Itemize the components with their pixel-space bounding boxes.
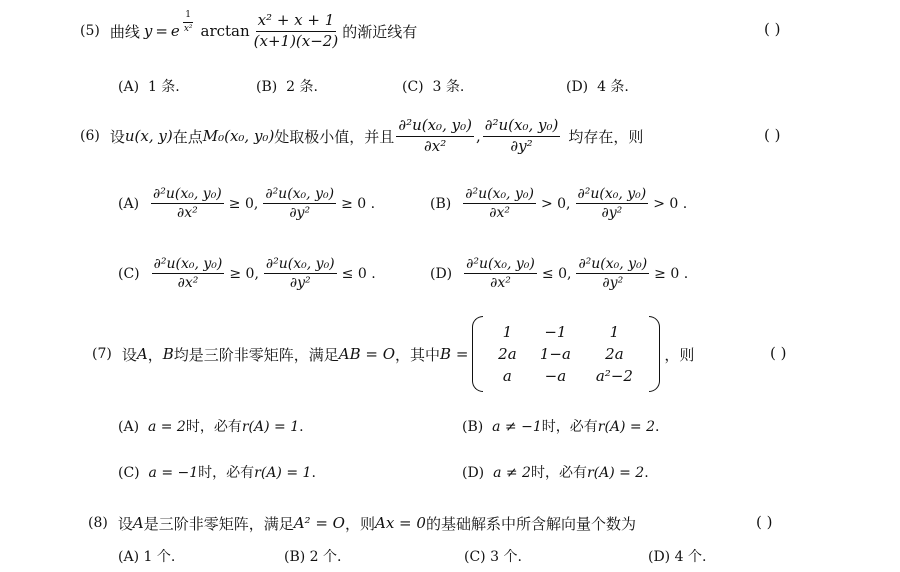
choice-result: r(A) = 1 <box>241 419 300 435</box>
stem-text: ，其中 <box>395 345 441 364</box>
relation: > 0 . <box>653 195 688 212</box>
partial-xx-fraction <box>463 186 536 221</box>
choice-b[interactable] <box>462 416 659 436</box>
partial-xx-fraction <box>464 256 537 291</box>
matrix-cell: 2a <box>498 345 517 363</box>
fraction-denominator: ∂y² <box>602 275 624 292</box>
matrix-cell: a <box>502 367 512 385</box>
choice-label: (A) <box>118 549 140 565</box>
fraction-numerator: ∂²u(x₀, y₀) <box>396 117 474 136</box>
matrix-grid <box>483 323 649 385</box>
matrix-b <box>472 316 660 392</box>
stem-text: 是三阶非零矩阵，满足 <box>143 514 294 533</box>
choice-text: 时，必有 <box>185 419 242 435</box>
answer-bracket[interactable]: ( ) <box>764 20 781 38</box>
left-bracket <box>472 316 483 392</box>
partial-xx-fraction <box>151 186 224 221</box>
q7-stem <box>92 314 694 394</box>
choice-d[interactable] <box>462 462 649 482</box>
stem-text: 的渐近线有 <box>342 22 418 41</box>
math-expr: AB = O <box>338 345 396 363</box>
fraction-denominator: ∂y² <box>601 205 623 222</box>
math-op: = <box>155 22 168 40</box>
fraction-numerator: ∂²u(x₀, y₀) <box>576 186 649 204</box>
choice-text: 时，必有 <box>530 465 587 481</box>
choice-label: (D) <box>462 465 485 481</box>
math-expr: M₀(x₀, y₀) <box>202 127 275 145</box>
question-number: (7) <box>92 346 112 362</box>
question-number: (6) <box>80 128 100 144</box>
question-number: (5) <box>80 23 100 39</box>
relation: ≤ 0, <box>541 265 572 282</box>
math-var: A <box>132 514 144 532</box>
choice-end: . <box>644 465 649 481</box>
fraction-denominator: ∂x² <box>177 275 199 292</box>
math-var: A <box>136 345 148 363</box>
fraction-numerator: ∂²u(x₀, y₀) <box>464 256 537 274</box>
choice-c[interactable] <box>402 76 464 96</box>
exponent-fraction <box>182 10 195 34</box>
choice-label: (A) <box>118 419 140 435</box>
choice-text: 2 条. <box>286 79 318 95</box>
fraction-denominator: (x+1)(x−2) <box>253 31 339 50</box>
choice-end: . <box>655 419 660 435</box>
choice-a[interactable] <box>118 416 304 436</box>
choice-a[interactable] <box>118 186 378 221</box>
math-var: y <box>143 22 153 40</box>
choice-text: 3 条. <box>432 79 465 95</box>
math-expr: u(x, y) <box>124 127 173 145</box>
choice-result: r(A) = 2 <box>597 419 656 435</box>
fraction-numerator: ∂²u(x₀, y₀) <box>576 256 649 274</box>
stem-text: ，则 <box>344 514 375 533</box>
fraction-denominator: ∂x² <box>490 275 511 292</box>
math-expr: B = <box>440 345 469 363</box>
partial-yy-fraction <box>263 186 336 221</box>
choice-label: (D) <box>566 79 589 95</box>
stem-text: 均是三阶非零矩阵，满足 <box>173 345 339 364</box>
choice-b[interactable] <box>430 186 690 221</box>
answer-bracket[interactable]: ( ) <box>770 344 787 362</box>
choice-a[interactable] <box>118 546 175 566</box>
partial-xx-fraction <box>152 256 225 291</box>
choice-condition: a = −1 <box>148 465 199 481</box>
fraction-denominator: ∂x² <box>489 205 510 222</box>
fraction-denominator: ∂y² <box>289 275 311 292</box>
relation: ≥ 0 . <box>341 195 376 212</box>
matrix-cell: 1 <box>502 323 513 341</box>
fraction-denominator: ∂y² <box>510 136 533 155</box>
fraction-numerator: ∂²u(x₀, y₀) <box>152 256 225 274</box>
fraction-numerator: ∂²u(x₀, y₀) <box>264 256 337 274</box>
matrix-cell: −1 <box>544 323 567 341</box>
choice-label: (C) <box>402 79 424 95</box>
fraction-numerator: ∂²u(x₀, y₀) <box>483 117 561 136</box>
choice-result: r(A) = 1 <box>254 465 312 481</box>
stem-text: 均存在，则 <box>568 127 644 146</box>
partial-yy-fraction <box>576 256 649 291</box>
choice-text: 时，必有 <box>541 419 598 435</box>
stem-text: ， <box>147 345 163 364</box>
math-expr: A² = O <box>293 514 345 532</box>
stem-text: 的基础解系中所含解向量个数为 <box>425 514 636 533</box>
choice-label: (B) <box>256 79 278 95</box>
fraction-numerator: ∂²u(x₀, y₀) <box>151 186 224 204</box>
choice-end: . <box>299 419 304 435</box>
choice-d[interactable] <box>430 256 691 291</box>
choice-d[interactable] <box>566 76 629 96</box>
matrix-cell: −a <box>544 367 567 385</box>
q5-stem <box>80 8 417 54</box>
math-var: e <box>170 22 180 40</box>
relation: ≥ 0 . <box>654 265 689 282</box>
choice-condition: a ≠ 2 <box>493 465 531 481</box>
fraction-numerator: x² + x + 1 <box>256 12 337 31</box>
choice-text: 时，必有 <box>198 465 255 481</box>
matrix-cell: 1 <box>609 323 620 341</box>
partial-yy-fraction <box>483 117 561 155</box>
math-func: arctan <box>200 22 250 40</box>
fraction-denominator: ∂y² <box>289 205 311 222</box>
choice-c[interactable] <box>464 546 522 566</box>
choice-text: 1 条. <box>147 79 180 95</box>
choice-a[interactable] <box>118 76 180 96</box>
choice-b[interactable] <box>256 76 318 96</box>
stem-text: 设 <box>117 514 133 533</box>
choice-result: r(A) = 2 <box>586 465 645 481</box>
choice-text: 4 条. <box>597 79 629 95</box>
fraction-numerator: ∂²u(x₀, y₀) <box>463 186 536 204</box>
relation: ≥ 0, <box>228 195 259 212</box>
choice-text: 1 个. <box>143 549 176 565</box>
relation: ≤ 0 . <box>341 265 376 282</box>
relation: ≥ 0, <box>229 265 259 282</box>
partial-yy-fraction <box>264 256 337 291</box>
matrix-cell: a²−2 <box>595 367 633 385</box>
choice-b[interactable] <box>284 546 341 566</box>
choice-text: 4 个. <box>674 549 707 565</box>
relation: > 0, <box>540 195 571 212</box>
choice-text: 2 个. <box>309 549 342 565</box>
q6-stem: (6) 设 u(x, y) 在点 M₀(x₀, y₀) 处取极小值，并且 $\frac{\text{∂²u(x₀, y₀)}}{\text{∂x²}}$ , $\frac{\text{∂²u(x₀, y₀)}}{\text{∂y²}}$ 均存在，则 <box>80 116 644 155</box>
choice-label: (D) <box>430 265 453 282</box>
question-number: (8) <box>88 515 108 531</box>
choice-label: (B) <box>284 549 306 565</box>
fraction-denominator: x² <box>183 23 193 34</box>
choice-end: . <box>311 465 316 481</box>
fraction-denominator: ∂x² <box>424 136 447 155</box>
answer-bracket[interactable]: ( ) <box>764 126 781 144</box>
main-fraction <box>252 12 341 50</box>
stem-text: 设 <box>109 127 125 146</box>
choice-text: 3 个. <box>490 549 522 565</box>
math-expr: Ax = 0 <box>374 514 426 532</box>
choice-label: (C) <box>118 465 140 481</box>
choice-c[interactable] <box>118 256 379 291</box>
math-var: B <box>162 345 174 363</box>
fraction-numerator: ∂²u(x₀, y₀) <box>263 186 336 204</box>
matrix-cell: 1−a <box>539 345 571 363</box>
answer-bracket[interactable]: ( ) <box>756 513 773 531</box>
choice-label: (D) <box>648 549 671 565</box>
q8-stem <box>88 512 636 534</box>
partial-yy-fraction <box>576 186 649 221</box>
stem-text: ，则 <box>664 345 695 364</box>
choice-label: (C) <box>118 265 140 282</box>
fraction-denominator: ∂x² <box>177 205 198 222</box>
choice-condition: a = 2 <box>147 419 186 435</box>
choice-label: (A) <box>118 79 140 95</box>
choice-label: (C) <box>464 549 486 565</box>
stem-text: 在点 <box>172 127 203 146</box>
choice-c[interactable] <box>118 462 316 482</box>
stem-text: 处取极小值，并且 <box>274 127 395 146</box>
stem-text: 设 <box>121 345 137 364</box>
matrix-cell: 2a <box>605 345 624 363</box>
choice-condition: a ≠ −1 <box>492 419 542 435</box>
partial-xx-fraction <box>396 117 474 155</box>
stem-text: 曲线 <box>109 22 140 41</box>
right-bracket <box>649 316 660 392</box>
choice-d[interactable] <box>648 546 706 566</box>
choice-label: (B) <box>430 195 452 212</box>
choice-label: (A) <box>118 195 140 212</box>
fraction-numerator: 1 <box>183 10 193 22</box>
choice-label: (B) <box>462 419 484 435</box>
